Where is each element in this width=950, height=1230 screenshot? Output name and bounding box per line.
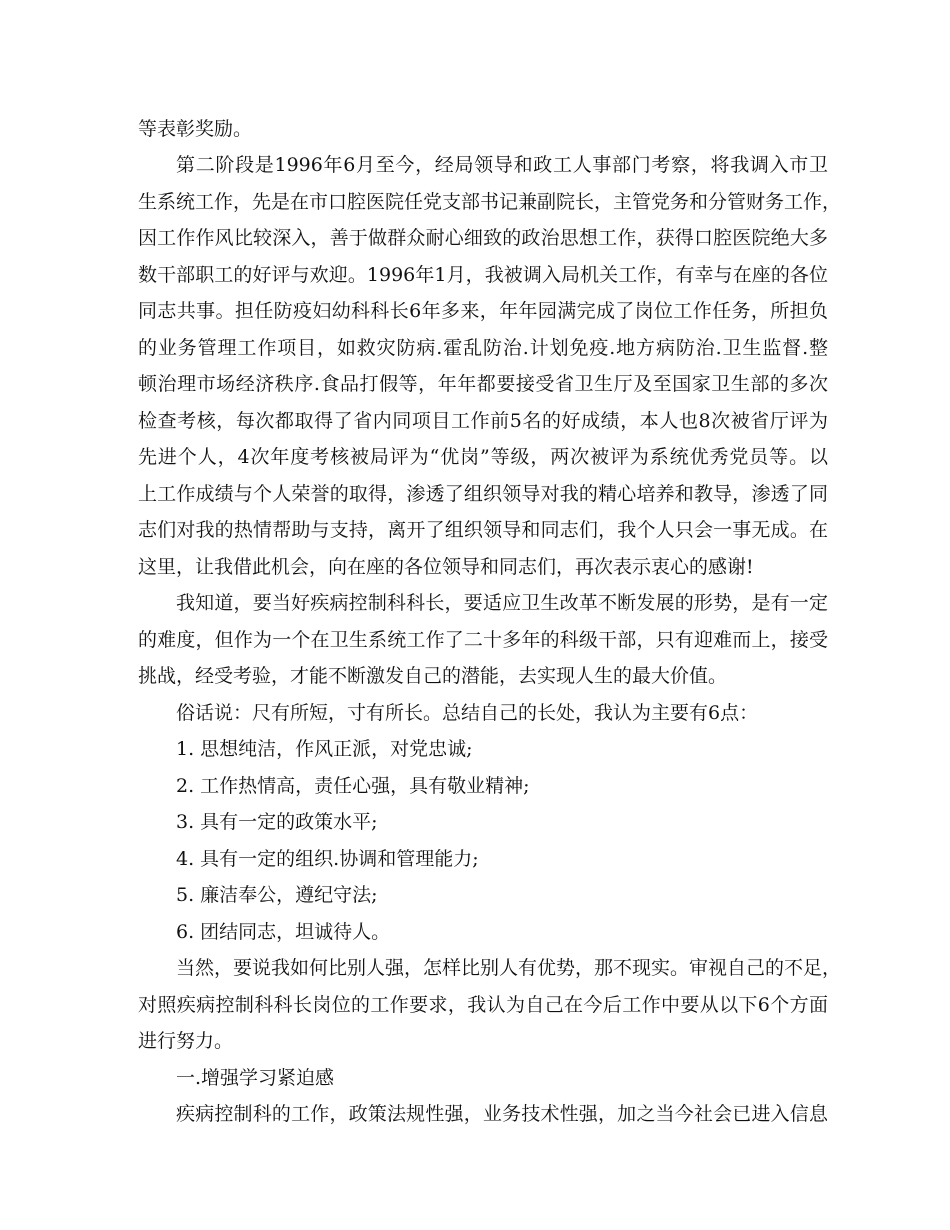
- list-item: 3. 具有一定的政策水平;: [176, 811, 378, 833]
- paragraph-line: 这里，让我借此机会，向在座的各位领导和同志们，再次表示衷心的感谢!: [138, 556, 754, 578]
- paragraph-line: 疾病控制科的工作，政策法规性强，业务技术性强，加之当今社会已进入信息: [176, 1103, 828, 1125]
- list-item: 6. 团结同志，坦诚待人。: [176, 921, 391, 943]
- paragraph-line: 进行努力。: [138, 1030, 234, 1052]
- paragraph-line: 的难度，但作为一个在卫生系统工作了二十多年的科级干部，只有迎难而上，接受: [138, 629, 828, 651]
- paragraph-line: 同志共事。担任防疫妇幼科科长6年多来，年年园满完成了岗位工作任务，所担负: [138, 300, 828, 322]
- paragraph-line: 检查考核，每次都取得了省内同项目工作前5名的好成绩，本人也8次被省厅评为: [138, 410, 828, 432]
- paragraph-line: 生系统工作，先是在市口腔医院任党支部书记兼副院长，主管党务和分管财务工作，: [138, 191, 842, 213]
- paragraph-line: 第二阶段是1996年6月至今，经局领导和政工人事部门考察，将我调入市卫: [176, 154, 828, 176]
- list-item: 5. 廉洁奉公，遵纪守法;: [176, 884, 378, 906]
- paragraph-line: 俗话说：尺有所短，寸有所长。总结自己的长处，我认为主要有6点：: [176, 702, 759, 724]
- paragraph-line: 顿治理市场经济秩序.食品打假等，年年都要接受省卫生厅及至国家卫生部的多次: [138, 373, 828, 395]
- list-item: 2. 工作热情高，责任心强，具有敬业精神;: [176, 775, 530, 797]
- paragraph-line: 对照疾病控制科科长岗位的工作要求，我认为自己在今后工作中要从以下6个方面: [138, 994, 828, 1016]
- paragraph-line: 先进个人，4次年度考核被局评为“优岗”等级，两次被评为系统优秀党员等。以: [138, 446, 828, 468]
- paragraph-line: 志们对我的热情帮助与支持，离开了组织领导和同志们，我个人只会一事无成。在: [138, 519, 828, 541]
- paragraph-line: 数干部职工的好评与欢迎。1996年1月，我被调入局机关工作，有幸与在座的各位: [138, 264, 828, 286]
- paragraph-line: 因工作作风比较深入，善于做群众耐心细致的政治思想工作，获得口腔医院绝大多: [138, 227, 828, 249]
- paragraph-line: 挑战，经受考验，才能不断激发自己的潜能，去实现人生的最大价值。: [138, 665, 728, 687]
- text-line: 等表彰奖励。: [138, 118, 253, 140]
- paragraph-line: 上工作成绩与个人荣誉的取得，渗透了组织领导对我的精心培养和教导，渗透了同: [138, 483, 828, 505]
- paragraph-line: 的业务管理工作项目，如救灾防病.霍乱防治.计划免疫.地方病防治.卫生监督.整: [138, 337, 828, 359]
- section-heading: 一.增强学习紧迫感: [176, 1067, 335, 1089]
- list-item: 1. 思想纯洁，作风正派，对党忠诚;: [176, 738, 473, 760]
- paragraph-line: 我知道，要当好疾病控制科科长，要适应卫生改革不断发展的形势，是有一定: [176, 592, 828, 614]
- paragraph-line: 当然，要说我如何比别人强，怎样比别人有优势，那不现实。审视自己的不足，: [176, 957, 842, 979]
- list-item: 4. 具有一定的组织.协调和管理能力;: [176, 848, 479, 870]
